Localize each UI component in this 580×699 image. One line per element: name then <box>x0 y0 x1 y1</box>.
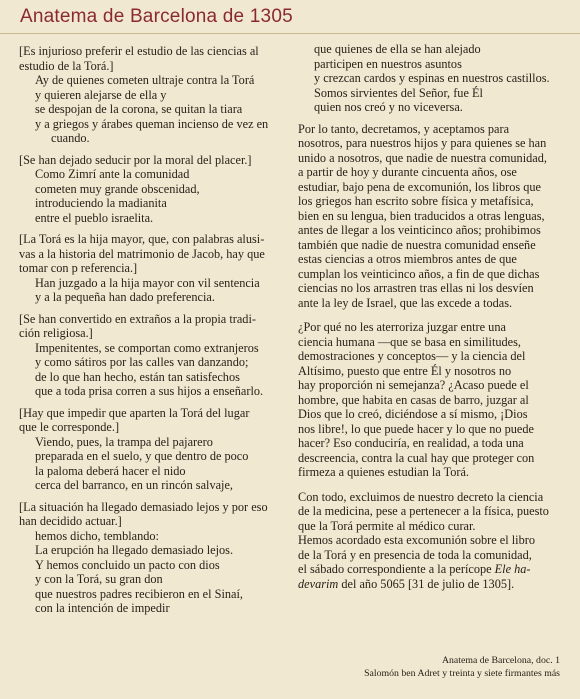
stanza-heading-line: [Se han dejado seducir por la moral del placer.] <box>19 152 252 167</box>
verse-line: de lo que han hecho, están tan satisfechos <box>35 369 240 384</box>
para3-tail: del año 5065 [31 de julio de 1305]. <box>338 576 515 591</box>
paragraph-line: hay proporción ni semejanza? ¿Acaso puede el <box>298 378 529 392</box>
verse-line: con la intención de impedir <box>35 601 170 615</box>
citation-footer <box>364 654 560 680</box>
paragraph-line <box>298 548 566 563</box>
stanza-heading-line: estudio de la Torá.] <box>19 58 114 73</box>
paragraph-line: hombre, que habita en casas de barro, juzgar al <box>298 392 529 407</box>
perícope-name-part1: Ele ha- <box>494 562 531 576</box>
paragraph-line-text: de la medicina, pese a pertenecer a la física, puesto <box>298 504 549 518</box>
paragraph-line <box>298 504 566 519</box>
verse-line: Como Zimrí ante la comunidad <box>35 167 190 181</box>
stanza-heading-line: [La Torá es la hija mayor, que, con palabras alusi- <box>19 232 265 246</box>
paragraph-line: ante la ley de Israel, que las excede a todas. <box>298 295 513 310</box>
stanza-heading-line: [Es injurioso preferir el estudio de las ciencias al <box>19 44 259 58</box>
verse-stanza <box>19 406 281 493</box>
stanza-heading-line: ción religiosa.] <box>19 326 93 340</box>
verse-line: preparada en el suelo, y que dentro de poco <box>35 449 249 463</box>
paragraph-line: ¿Por qué no les aterroriza juzgar entre una <box>298 320 506 334</box>
exception-paragraph <box>298 490 566 592</box>
paragraph-line: firmeza a quienes estudian la Torá. <box>298 465 469 479</box>
paragraph-line: demostraciones y conceptos— y la ciencia del <box>298 349 526 363</box>
verse-line: y a griegos y árabes queman incienso de vez en <box>35 116 269 131</box>
right-column <box>298 42 566 601</box>
paragraph-line: a partir de hoy y durante cincuenta años, ose <box>298 165 517 179</box>
citation-signatories: Salomón ben Adret y treinta y siete firmantes más <box>364 668 560 679</box>
paragraph-line-text: que la Torá permite al médico curar. <box>298 518 476 533</box>
verse-line: Impenitentes, se comportan como extranjeros <box>35 340 259 355</box>
paragraph-line-text: Hemos acordado esta excomunión sobre el libro <box>298 533 535 547</box>
verse-line: que nuestros padres recibieron en el Sinaí, <box>35 586 243 601</box>
verse-line: se despojan de la corona, se quitan la tiara <box>35 102 243 116</box>
paragraph-line <box>298 562 566 577</box>
verse-line: participen en nuestros asuntos <box>314 56 462 71</box>
stanza-heading-line: [Se han convertido en extraños a la propia tradi- <box>19 311 256 326</box>
verse-line: La erupción ha llegado demasiado lejos. <box>35 543 234 557</box>
verse-line: cometen muy grande obscenidad, <box>35 181 200 196</box>
verse-line: cuando. <box>51 131 90 145</box>
paragraph-line-text: de la Torá y en presencia de toda la comunidad, <box>298 547 532 562</box>
verse-continuation <box>298 42 566 115</box>
paragraph-line: Dios que lo creó, diciéndose a sí mismo, ¡Dios <box>298 407 528 421</box>
paragraph-line: Por lo tanto, decretamos, y aceptamos para <box>298 121 510 136</box>
citation-source: Anatema de Barcelona, doc. 1 <box>441 655 560 666</box>
paragraph-line: los griegos han escrito sobre física y metafísica, <box>298 194 534 208</box>
verse-line: quien nos creó y no viceversa. <box>314 100 463 114</box>
verse-line: que a toda prisa corren a sus hijos a enseñarlo. <box>35 384 264 398</box>
stanza-heading-line: [La situación ha llegado demasiado lejos y por eso <box>19 499 268 514</box>
argument-paragraph <box>298 320 566 480</box>
paragraph-line: antes de llegar a los veinticinco años; prohibimos <box>298 223 541 237</box>
paragraph-line: hacer? Eso conduciría, en realidad, a toda una <box>298 436 524 450</box>
left-column <box>19 44 281 623</box>
paragraph-line-text: el sábado correspondiente a la perícope <box>298 562 492 576</box>
verse-line: hemos dicho, temblando: <box>35 528 159 543</box>
paragraph-line: descreencia, contra la cual hay que proteger con <box>298 450 535 465</box>
verse-line: Han juzgado a la hija mayor con vil sentencia <box>35 275 260 290</box>
document-title: Anatema de Barcelona de 1305 <box>20 6 293 27</box>
paragraph-line: bien en su lengua, bien traducidos a otras lenguas, <box>298 208 545 223</box>
stanza-heading-line: [Hay que impedir que aparten la Torá del lugar <box>19 405 250 420</box>
paragraph-line: cumplan los veinticinco años, a fin de que dichas <box>298 266 540 281</box>
verse-stanza <box>19 500 281 616</box>
stanza-heading-line: que le corresponde.] <box>19 420 120 434</box>
verse-stanza <box>19 44 281 146</box>
stanza-heading-line: vas a la historia del matrimonio de Jacob, hay que <box>19 246 265 261</box>
verse-line: la paloma deberá hacer el nido <box>35 463 186 478</box>
paragraph-line: ciencia humana —que se basa en similitudes, <box>298 334 521 349</box>
verse-stanza <box>19 153 281 226</box>
verse-stanza <box>19 232 281 305</box>
verse-line: introduciendo la madianita <box>35 196 167 210</box>
paragraph-line <box>298 490 566 505</box>
paragraph-line: ciencias no los arrastren tras ellas ni los desvíen <box>298 281 534 295</box>
verse-stanza <box>19 312 281 399</box>
paragraph-line: Altísimo, puesto que entre Él y nosotros no <box>298 363 512 378</box>
verse-line: cerca del barranco, en un rincón salvaje, <box>35 478 234 492</box>
paragraph-line: estudiar, bajo pena de excomunión, los libros que <box>298 179 541 194</box>
verse-line: y como sátiros por las calles van danzando; <box>35 355 249 369</box>
verse-line: Y hemos concluido un pacto con dios <box>35 557 220 572</box>
stanza-heading-line: han decidido actuar.] <box>19 514 122 528</box>
verse-line: y crezcan cardos y espinas en nuestros castillos. <box>314 71 550 85</box>
paragraph-line: estas ciencias a otros miembros antes de que <box>298 252 517 266</box>
verse-line: Somos sirvientes del Señor, fue Él <box>314 85 483 100</box>
paragraph-line: unido a nosotros, que nadie de nuestra comunidad, <box>298 150 547 165</box>
verse-line: y con la Torá, su gran don <box>35 572 163 586</box>
perícope-name-part2: devarim <box>298 576 339 591</box>
paragraph-line <box>298 533 566 548</box>
title-divider <box>0 33 580 34</box>
verse-line: que quienes de ella se han alejado <box>314 42 481 56</box>
paragraph-line: también que nadie de nuestra comunidad enseñe <box>298 237 536 252</box>
stanza-heading-line: tomar con p referencia.] <box>19 261 138 275</box>
paragraph-line: nos libre!, lo que puede hacer y lo que no puede <box>298 421 534 436</box>
decree-paragraph <box>298 122 566 311</box>
verse-line: entre el pueblo israelita. <box>35 210 154 225</box>
para3-last-line <box>298 577 566 592</box>
verse-line: y quieren alejarse de ella y <box>35 87 167 102</box>
paragraph-line: nosotros, para nuestros hijos y para quienes se han <box>298 136 547 150</box>
verse-line: y a la pequeña han dado preferencia. <box>35 290 215 304</box>
paragraph-line-text: Con todo, excluimos de nuestro decreto la ciencia <box>298 489 544 504</box>
verse-line: Viendo, pues, la trampa del pajarero <box>35 434 213 449</box>
verse-line: Ay de quienes cometen ultraje contra la Torá <box>35 73 255 87</box>
paragraph-line <box>298 519 566 534</box>
